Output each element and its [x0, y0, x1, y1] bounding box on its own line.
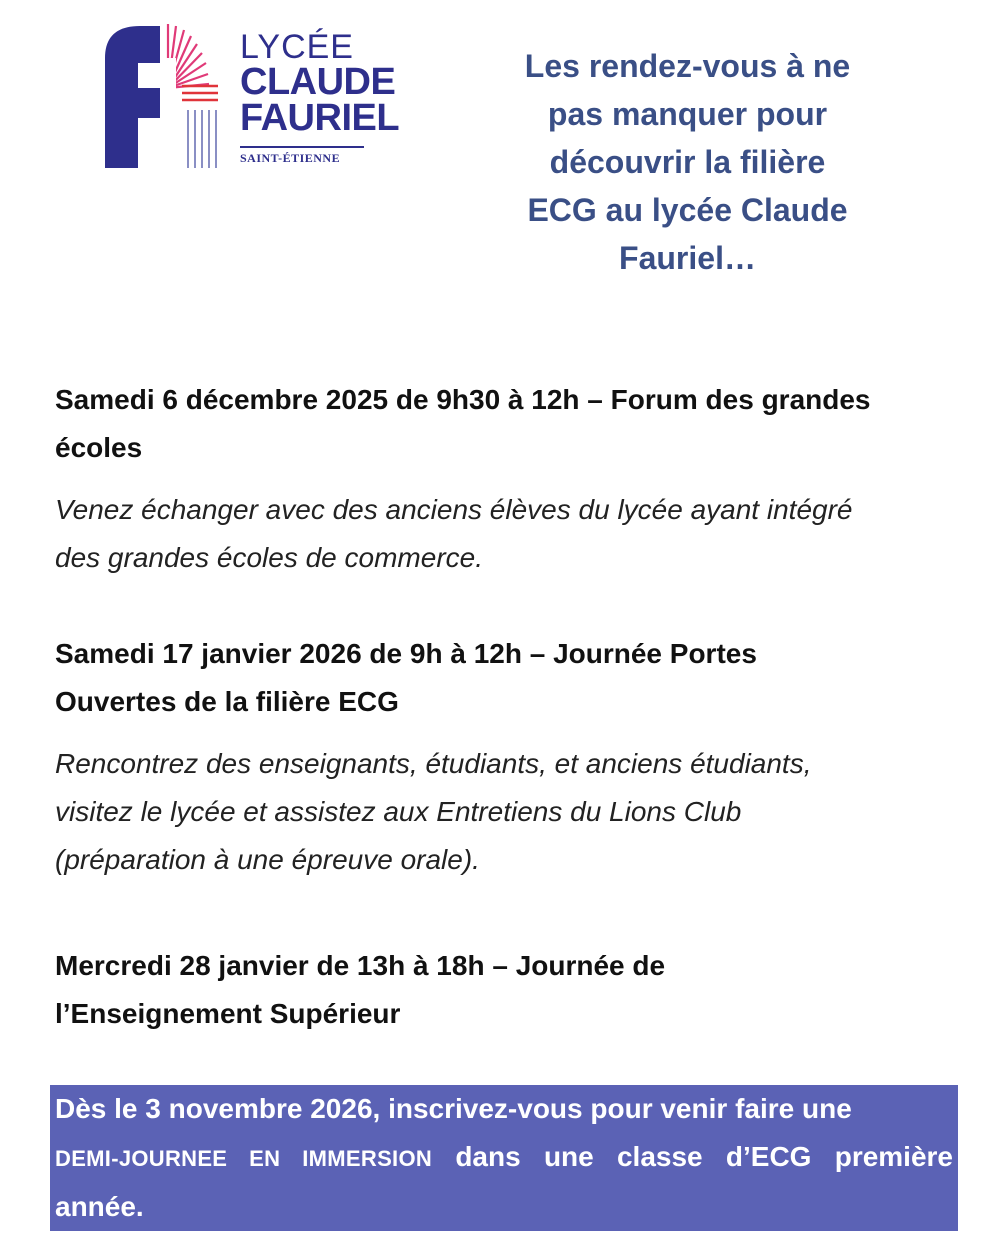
logo-divider [240, 146, 364, 148]
headline-line: pas manquer pour [547, 96, 828, 132]
event-description [55, 740, 965, 884]
logo-line-3: FAURIEL [240, 97, 400, 139]
banner-line-2-rest: dans une classe d’ECG première [432, 1141, 953, 1172]
event-description [55, 486, 965, 582]
headline-line: découvrir la filière [549, 144, 826, 180]
event-desc-line: visitez le lycée et assistez aux Entretiens du Lions Club [55, 796, 742, 827]
event-desc-line: Rencontrez des enseignants, étudiants, et anciens étudiants, [55, 748, 812, 779]
event-title-line: l’Enseignement Supérieur [55, 998, 401, 1029]
banner-line-1: Dès le 3 novembre 2026, inscrivez-vous pour venir faire une [55, 1093, 852, 1124]
event-title-line: écoles [55, 432, 143, 463]
event-title-line: Samedi 17 janvier 2026 de 9h à 12h – Journée Portes [55, 638, 757, 669]
banner-immersion-label: DEMI-JOURNEE EN IMMERSION [55, 1146, 433, 1171]
headline-line: ECG au lycée Claude [527, 192, 848, 228]
school-logo [100, 18, 420, 178]
headline [490, 42, 885, 282]
headline-line: Les rendez-vous à ne [524, 48, 851, 84]
event-desc-line: Venez échanger avec des anciens élèves du lycée ayant intégré [55, 494, 853, 525]
event-title [55, 942, 965, 1038]
immersion-banner [50, 1085, 958, 1231]
event-title-line: Mercredi 28 janvier de 13h à 18h – Journée de [55, 950, 666, 981]
headline-line: Fauriel… [619, 240, 756, 276]
logo-city: SAINT-ÉTIENNE [240, 151, 341, 165]
event-portes-ouvertes [55, 630, 965, 884]
logo-line-1: LYCÉE [240, 28, 354, 66]
logo-wordmark [240, 30, 399, 166]
banner-line-2 [55, 1133, 953, 1183]
event-enseignement-superieur [55, 942, 965, 1038]
logo-emblem-icon [100, 18, 240, 178]
event-title [55, 630, 965, 726]
logo-line-2: CLAUDE [240, 61, 396, 103]
event-title [55, 376, 965, 472]
event-title-line: Ouvertes de la filière ECG [55, 686, 399, 717]
event-forum-grandes-ecoles [55, 376, 965, 582]
event-desc-line: (préparation à une épreuve orale). [55, 844, 480, 875]
banner-line-3: année. [55, 1191, 144, 1222]
event-title-line: Samedi 6 décembre 2025 de 9h30 à 12h – Forum des grandes [55, 384, 871, 415]
event-desc-line: des grandes écoles de commerce. [55, 542, 483, 573]
